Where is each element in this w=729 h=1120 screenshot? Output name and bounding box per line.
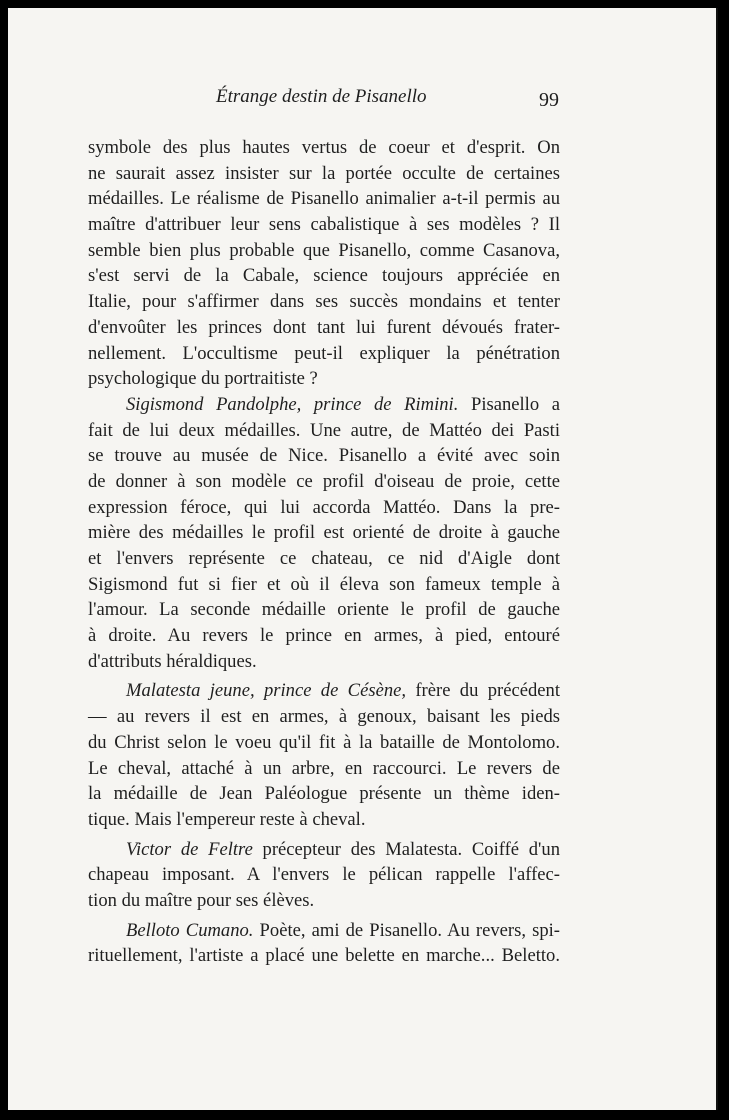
text-line: mière des médailles le profil est orienté de droite à gauche xyxy=(88,522,560,544)
paragraph-first-line xyxy=(88,678,560,704)
text-line: — au revers il est en armes, à genoux, baisant les pieds xyxy=(88,706,560,728)
text-line: Sigismond fut si fier et où il éleva son fameux temple à xyxy=(88,573,560,595)
text-run: Poète, ami de Pisanello. Au revers, spi- xyxy=(253,919,560,941)
text-line: nellement. L'occultisme peut-il expliquer la pénétration xyxy=(88,342,560,364)
book-page xyxy=(8,8,718,1110)
text-line: fait de lui deux médailles. Une autre, de Mattéo dei Pasti xyxy=(88,419,560,441)
text-line: tion du maître pour ses élèves. xyxy=(88,889,315,911)
page-edge-shadow xyxy=(716,8,718,1110)
text-line: de donner à son modèle ce profil d'oiseau de proie, cette xyxy=(88,470,560,492)
text-line: semble bien plus probable que Pisanello, comme Casanova, xyxy=(88,239,560,261)
medal-title: Victor de Feltre xyxy=(126,838,253,860)
text-line: tique. Mais l'empereur reste à cheval. xyxy=(88,808,366,830)
text-line: d'envoûter les princes dont tant lui furent dévoués frater- xyxy=(88,316,560,338)
paragraph-first-line xyxy=(88,837,560,863)
text-line: la médaille de Jean Paléologue présente un thème iden- xyxy=(88,783,560,805)
medal-title: Belloto Cumano. xyxy=(126,919,254,941)
text-line: maître d'attribuer leur sens cabalistique à ses modèles ? Il xyxy=(88,214,560,236)
text-line: médailles. Le réalisme de Pisanello animalier a-t-il permis au xyxy=(88,188,560,210)
paragraph-first-line xyxy=(88,918,560,944)
text-line: et l'envers représente ce chateau, ce nid d'Aigle dont xyxy=(88,548,560,569)
text-line: ne saurait assez insister sur la portée occulte de certaines xyxy=(88,162,560,184)
text-line: Le cheval, attaché à un arbre, en raccourci. Le revers de xyxy=(88,757,560,779)
text-run: Pisanello a xyxy=(458,393,560,415)
text-run: précepteur des Malatesta. Coiffé d'un xyxy=(252,838,560,860)
text-line: rituellement, l'artiste a placé une belette en marche... Beletto. xyxy=(88,945,560,967)
paragraph-first-line xyxy=(88,392,560,418)
text-line: à droite. Au revers le prince en armes, à pied, entouré xyxy=(88,625,560,647)
running-title: Étrange destin de Pisanello xyxy=(216,86,427,107)
text-run: frère du précédent xyxy=(406,680,560,702)
text-line: d'attributs héraldiques. xyxy=(88,650,257,672)
text-line: symbole des plus hautes vertus de coeur et d'esprit. On xyxy=(88,137,560,158)
text-line: du Christ selon le voeu qu'il fit à la bataille de Montolomo. xyxy=(88,731,560,753)
text-line: chapeau imposant. A l'envers le pélican rappelle l'affec- xyxy=(88,864,560,886)
medal-title: Malatesta jeune, prince de Césène, xyxy=(126,680,407,702)
text-line: l'amour. La seconde médaille oriente le profil de gauche xyxy=(88,599,560,621)
text-line: s'est servi de la Cabale, science toujours appréciée en xyxy=(88,265,560,287)
page-header xyxy=(8,86,718,116)
body-text xyxy=(88,135,560,969)
medal-title: Sigismond Pandolphe, prince de Rimini. xyxy=(126,393,459,415)
text-line: expression féroce, qui lui accorda Mattéo. Dans la pre- xyxy=(88,496,560,518)
text-line: psychologique du portraitiste ? xyxy=(88,368,318,390)
text-line: Italie, pour s'affirmer dans ses succès mondains et tenter xyxy=(88,291,560,313)
page-number: 99 xyxy=(539,89,559,111)
text-line: se trouve au musée de Nice. Pisanello a évité avec soin xyxy=(88,445,560,467)
